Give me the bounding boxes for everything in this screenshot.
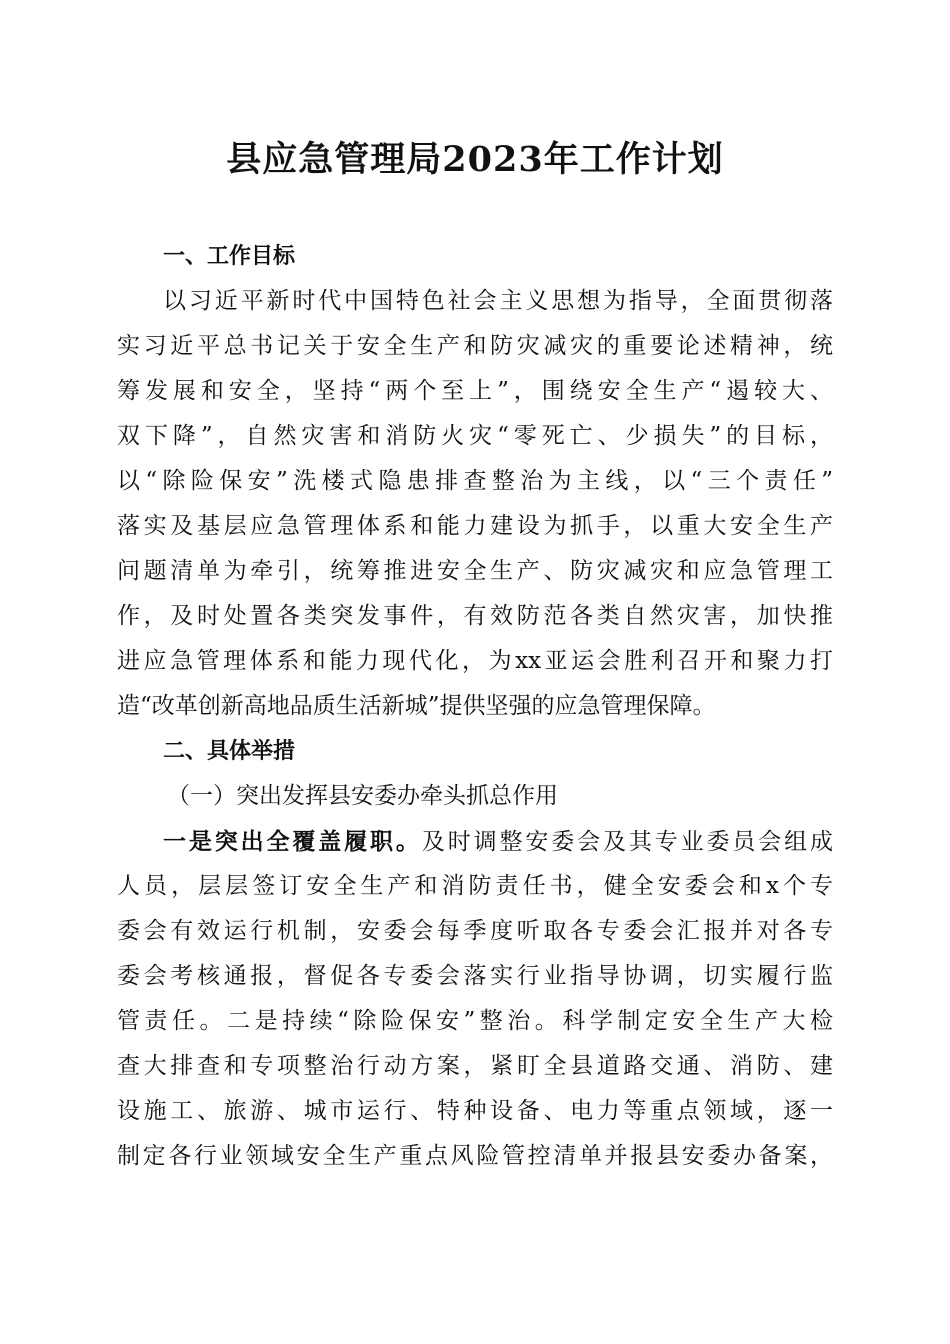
section-heading-goals: 一、工作目标	[163, 244, 296, 269]
paragraph-line: 筹发展和安全，坚持“两个至上”，围绕安全生产“遏较大、	[117, 378, 833, 404]
paragraph-line: 制定各行业领域安全生产重点风险管控清单并报县安委办备案，	[117, 1143, 833, 1169]
paragraph-line: 委会考核通报，督促各专委会落实行业指导协调，切实履行监	[117, 963, 833, 989]
paragraph-line: 问题清单为牵引，统筹推进安全生产、防灾减灾和应急管理工	[117, 558, 833, 584]
paragraph-line: 委会有效运行机制，安委会每季度听取各专委会汇报并对各专	[117, 918, 833, 944]
subsection-heading: （一）突出发挥县安委办牵头抓总作用	[167, 783, 558, 809]
lead-phrase: 一是突出全覆盖履职。	[163, 828, 422, 855]
paragraph-line: 查大排查和专项整治行动方案，紧盯全县道路交通、消防、建	[117, 1053, 833, 1079]
paragraph-line: 进应急管理体系和能力现代化，为xx亚运会胜利召开和聚力打	[117, 648, 833, 674]
section-heading-measures: 二、具体举措	[163, 739, 296, 764]
paragraph-line: 作，及时处置各类突发事件，有效防范各类自然灾害，加快推	[117, 603, 833, 629]
paragraph-line: 落实及基层应急管理体系和能力建设为抓手，以重大安全生产	[117, 513, 833, 539]
paragraph-line: 造“改革创新高地品质生活新城”提供坚强的应急管理保障。	[117, 693, 716, 719]
paragraph-line	[117, 819, 833, 864]
document-title: 县应急管理局2023年工作计划	[226, 139, 724, 180]
paragraph-line: 设施工、旅游、城市运行、特种设备、电力等重点领域，逐一	[117, 1098, 833, 1124]
lead-rest: 及时调整安委会及其专业委员会组成	[421, 829, 833, 855]
paragraph-line: 人员，层层签订安全生产和消防责任书，健全安委会和x个专	[117, 873, 833, 899]
paragraph-line: 双下降”，自然灾害和消防火灾“零死亡、少损失”的目标，	[117, 423, 833, 449]
paragraph-line: 实习近平总书记关于安全生产和防灾减灾的重要论述精神，统	[117, 333, 833, 359]
document-body	[117, 234, 833, 1179]
paragraph-line: 管责任。二是持续“除险保安”整治。科学制定安全生产大检	[117, 1008, 833, 1034]
paragraph-line: 以“除险保安”洗楼式隐患排查整治为主线，以“三个责任”	[117, 468, 833, 494]
paragraph-line: 以习近平新时代中国特色社会主义思想为指导，全面贯彻落	[163, 288, 833, 314]
